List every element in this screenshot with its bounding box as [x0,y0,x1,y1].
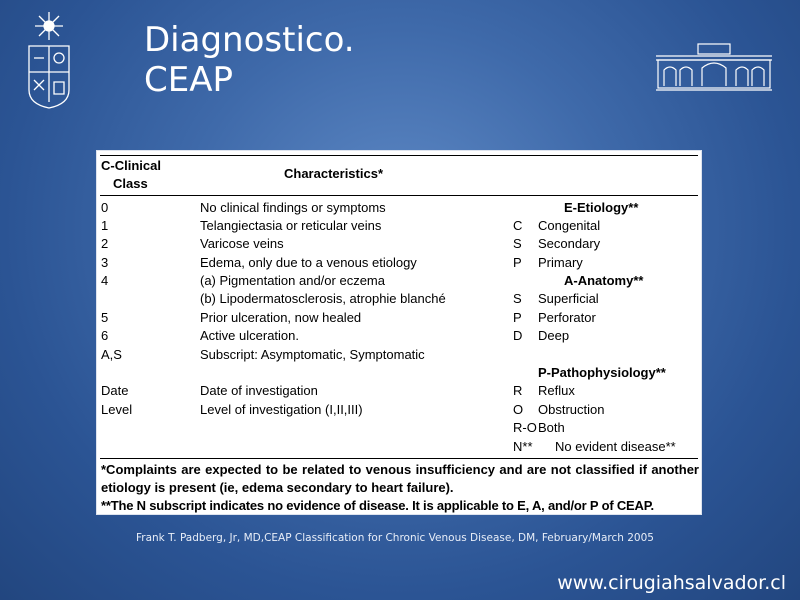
clinical-code: 2 [101,236,109,251]
clinical-code: 1 [101,218,109,233]
clinical-desc: Subscript: Asymptomatic, Symptomatic [200,347,425,362]
reference-citation: Frank T. Padberg, Jr, MD,CEAP Classification for Chronic Venous Disease, DM, February/March 2005 [136,532,654,544]
etiology-heading: E-Etiology** [564,200,639,215]
anatomy-heading: A-Anatomy** [564,273,644,288]
pathophysiology-code: R [513,383,523,398]
footnote-2: **The N subscript indicates no evidence of disease. It is applicable to E, A, and/or P of CEAP. [101,498,654,513]
clinical-desc: (b) Lipodermatosclerosis, atrophie blanché [200,291,446,306]
pathophysiology-code: N** [513,439,533,454]
etiology-label: Secondary [538,236,601,251]
clinical-code: 6 [101,328,109,343]
header-col2: Characteristics* [284,166,383,181]
etiology-code: P [513,255,522,270]
clinical-code: 4 [101,273,109,288]
footnote-rule [100,458,698,459]
anatomy-label: Perforator [538,310,596,325]
clinical-code: A,S [101,347,122,362]
clinical-desc: (a) Pigmentation and/or eczema [200,273,385,288]
clinical-code: Date [101,383,129,398]
clinical-code: 5 [101,310,109,325]
clinical-desc: Prior ulceration, now healed [200,310,362,325]
title-line-2: CEAP [144,60,233,100]
etiology-code: S [513,236,522,251]
clinical-desc: Level of investigation (I,II,III) [200,402,363,417]
slide-title [144,20,355,100]
etiology-label: Congenital [538,218,601,233]
ceap-table [96,150,702,515]
clinical-desc: No clinical findings or symptoms [200,200,386,215]
anatomy-label: Superficial [538,291,599,306]
anatomy-code: S [513,291,522,306]
clinical-desc: Telangiectasia or reticular veins [200,218,382,233]
anatomy-code: D [513,328,523,343]
header-col1-line2: Class [113,176,148,191]
table-top-rule [100,155,698,156]
clinical-code: 3 [101,255,109,270]
etiology-label: Primary [538,255,583,270]
pathophysiology-code: O [513,402,524,417]
clinical-desc: Varicose veins [200,236,284,251]
etiology-code: C [513,218,523,233]
pathophysiology-label: Reflux [538,383,575,398]
university-crest-icon [24,10,74,110]
anatomy-label: Deep [538,328,570,343]
clinical-code: 0 [101,200,109,215]
website-url: www.cirugiahsalvador.cl [557,572,786,594]
clinical-desc: Date of investigation [200,383,318,398]
pathophysiology-label: No evident disease** [555,439,676,454]
clinical-code: Level [101,402,133,417]
pathophysiology-label: Both [538,420,565,435]
header-bottom-rule [100,195,698,196]
anatomy-code: P [513,310,522,325]
clinical-desc: Edema, only due to a venous etiology [200,255,417,270]
pathophysiology-code: R-O [513,420,537,435]
hospital-building-icon [654,42,774,92]
header-col1-line1: C-Clinical [101,158,161,173]
pathophysiology-heading: P-Pathophysiology** [538,365,666,380]
clinical-desc: Active ulceration. [200,328,299,343]
pathophysiology-label: Obstruction [538,402,605,417]
footnote-1: *Complaints are expected to be related to venous insufficiency and are not classified if another etiology is present (ie, edema secondary to heart failure). [101,462,699,495]
title-line-1: Diagnostico. [144,20,355,60]
